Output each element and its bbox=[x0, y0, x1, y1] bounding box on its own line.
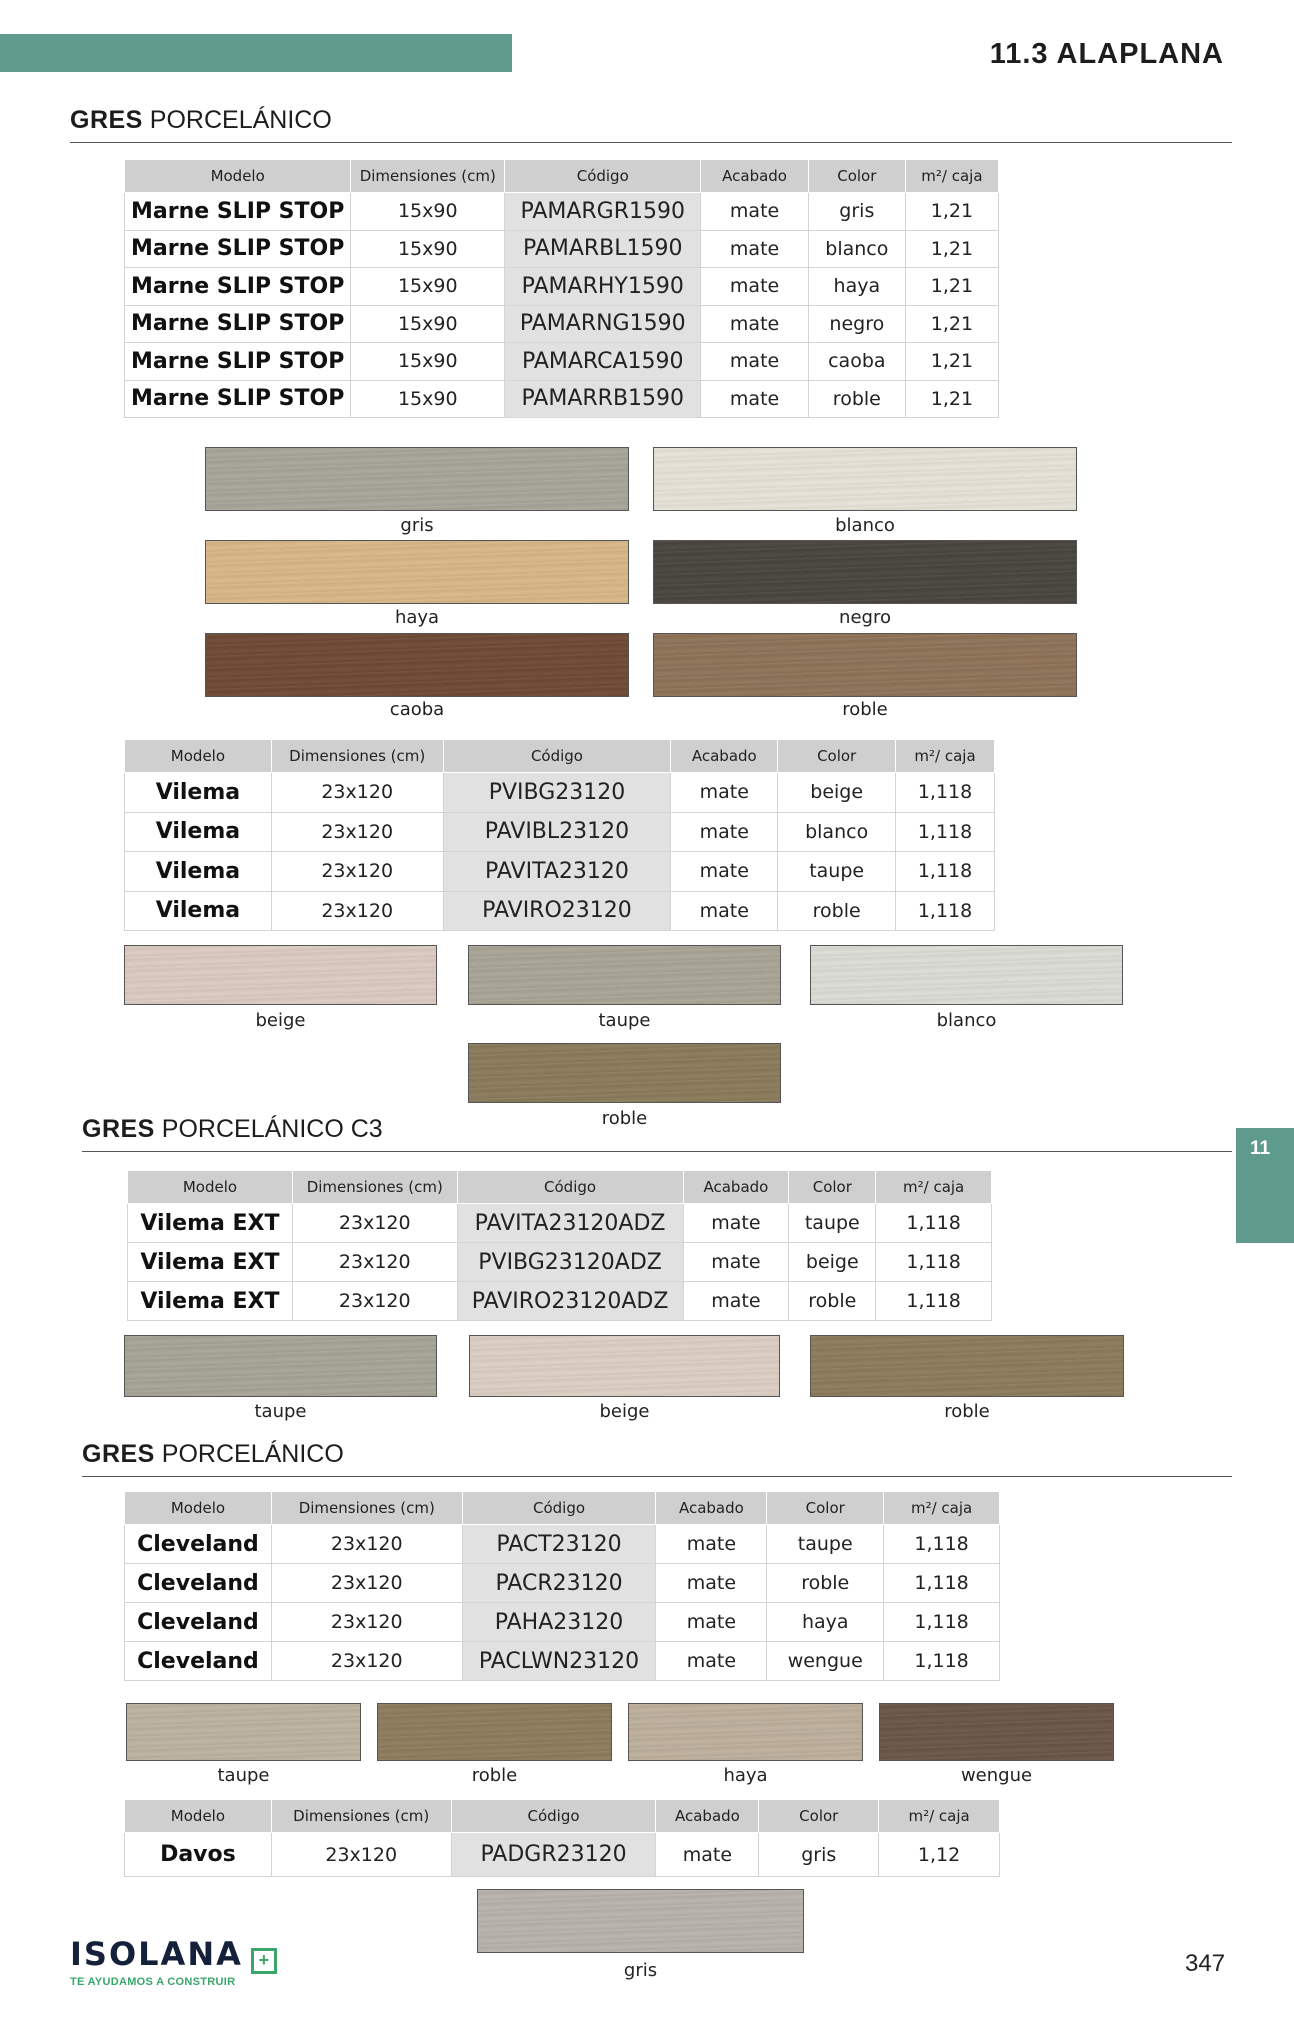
marne-table bbox=[124, 159, 999, 418]
cell-finish: mate bbox=[671, 773, 778, 813]
swatch-vilema-1 bbox=[468, 945, 781, 1005]
cell-m2: 1,118 bbox=[896, 852, 995, 892]
table-row bbox=[125, 305, 999, 343]
table-row bbox=[128, 1282, 992, 1321]
table-row bbox=[125, 1603, 1000, 1642]
swatch-label: roble bbox=[842, 699, 888, 720]
cell-finish: mate bbox=[671, 891, 778, 931]
cell-model: Marne SLIP STOP bbox=[125, 230, 351, 268]
swatch-vilema-ext-0 bbox=[124, 1335, 437, 1397]
column-header-color: Color bbox=[759, 1800, 879, 1833]
swatch-marne-2 bbox=[205, 540, 629, 604]
column-header-model: Modelo bbox=[125, 740, 272, 773]
cell-dim: 23x120 bbox=[292, 1282, 457, 1321]
table-header-row bbox=[125, 740, 995, 773]
swatch-label: gris bbox=[400, 515, 434, 536]
swatch-label: gris bbox=[623, 1960, 658, 1981]
cell-finish: mate bbox=[701, 343, 809, 381]
header-accent-bar bbox=[0, 34, 512, 72]
cell-code: PACR23120 bbox=[462, 1564, 656, 1603]
cell-dim: 15x90 bbox=[351, 380, 505, 418]
cell-color: negro bbox=[808, 305, 905, 343]
swatch-vilema-2 bbox=[810, 945, 1123, 1005]
cell-color: wengue bbox=[767, 1642, 884, 1681]
column-header-dim: Dimensiones (cm) bbox=[271, 740, 443, 773]
section-title-bold: GRES bbox=[70, 106, 143, 134]
cell-m2: 1,21 bbox=[905, 193, 998, 231]
column-header-dim: Dimensiones (cm) bbox=[351, 160, 505, 193]
logo-name: ISOLANA bbox=[70, 1935, 243, 1973]
cell-color: roble bbox=[808, 380, 905, 418]
swatch-label: beige bbox=[599, 1401, 650, 1422]
cell-color: roble bbox=[767, 1564, 884, 1603]
table-row bbox=[125, 812, 995, 852]
swatch-label: roble bbox=[601, 1108, 648, 1129]
cell-code: PAMARRB1590 bbox=[505, 380, 701, 418]
cell-code: PAVIRO23120 bbox=[443, 891, 671, 931]
cell-code: PVIBG23120ADZ bbox=[457, 1243, 683, 1282]
section-divider bbox=[82, 1476, 1232, 1477]
cell-dim: 23x120 bbox=[271, 812, 443, 852]
cell-dim: 23x120 bbox=[292, 1243, 457, 1282]
cell-model: Marne SLIP STOP bbox=[125, 305, 351, 343]
section-title-bold: GRES bbox=[82, 1115, 155, 1143]
cell-model: Marne SLIP STOP bbox=[125, 193, 351, 231]
section-title-gres-porcelanico bbox=[82, 1440, 344, 1469]
section-divider bbox=[70, 142, 1232, 143]
cell-m2: 1,118 bbox=[876, 1243, 992, 1282]
cell-dim: 23x120 bbox=[271, 1603, 462, 1642]
column-header-dim: Dimensiones (cm) bbox=[292, 1171, 457, 1204]
column-header-m2: m²/ caja bbox=[876, 1171, 992, 1204]
cell-code: PAMARBL1590 bbox=[505, 230, 701, 268]
cell-m2: 1,21 bbox=[905, 230, 998, 268]
isolana-logo bbox=[70, 1935, 277, 1988]
cell-code: PAMARNG1590 bbox=[505, 305, 701, 343]
cell-m2: 1,12 bbox=[879, 1833, 1000, 1877]
table-row bbox=[125, 852, 995, 892]
cell-model: Cleveland bbox=[125, 1642, 272, 1681]
cell-dim: 15x90 bbox=[351, 193, 505, 231]
table-header-row bbox=[125, 1492, 1000, 1525]
cell-code: PAMARGR1590 bbox=[505, 193, 701, 231]
table-row bbox=[125, 1525, 1000, 1564]
cell-model: Vilema EXT bbox=[128, 1243, 293, 1282]
cell-code: PAHA23120 bbox=[462, 1603, 656, 1642]
cell-model: Vilema bbox=[125, 812, 272, 852]
cell-finish: mate bbox=[701, 305, 809, 343]
cell-m2: 1,118 bbox=[896, 812, 995, 852]
swatch-cleveland-3 bbox=[879, 1703, 1114, 1761]
swatch-marne-5 bbox=[653, 633, 1077, 697]
cell-color: caoba bbox=[808, 343, 905, 381]
swatch-vilema-0 bbox=[124, 945, 437, 1005]
cell-finish: mate bbox=[656, 1642, 767, 1681]
cell-dim: 15x90 bbox=[351, 343, 505, 381]
column-header-finish: Acabado bbox=[656, 1800, 759, 1833]
table-row bbox=[125, 230, 999, 268]
cell-model: Marne SLIP STOP bbox=[125, 380, 351, 418]
swatch-cleveland-1 bbox=[377, 1703, 612, 1761]
cell-dim: 23x120 bbox=[271, 1564, 462, 1603]
cell-dim: 23x120 bbox=[271, 1642, 462, 1681]
table-header-row bbox=[128, 1171, 992, 1204]
cell-finish: mate bbox=[683, 1204, 789, 1243]
swatch-cleveland-0 bbox=[126, 1703, 361, 1761]
cell-color: haya bbox=[808, 268, 905, 306]
column-header-finish: Acabado bbox=[683, 1171, 789, 1204]
cell-finish: mate bbox=[701, 380, 809, 418]
column-header-m2: m²/ caja bbox=[896, 740, 995, 773]
swatch-label: negro bbox=[839, 607, 891, 628]
cell-color: blanco bbox=[808, 230, 905, 268]
cell-code: PAMARCA1590 bbox=[505, 343, 701, 381]
section-divider bbox=[82, 1151, 1232, 1152]
cell-model: Vilema EXT bbox=[128, 1204, 293, 1243]
cell-model: Vilema bbox=[125, 852, 272, 892]
cell-m2: 1,21 bbox=[905, 343, 998, 381]
swatch-label: roble bbox=[471, 1765, 518, 1786]
cell-m2: 1,21 bbox=[905, 268, 998, 306]
chapter-title: 11.3 ALAPLANA bbox=[989, 38, 1224, 70]
column-header-code: Código bbox=[451, 1800, 656, 1833]
cleveland-table bbox=[124, 1491, 1000, 1681]
cell-model: Cleveland bbox=[125, 1525, 272, 1564]
table-row bbox=[125, 1564, 1000, 1603]
cell-code: PVIBG23120 bbox=[443, 773, 671, 813]
swatch-marne-1 bbox=[653, 447, 1077, 511]
cell-color: blanco bbox=[778, 812, 896, 852]
column-header-model: Modelo bbox=[125, 160, 351, 193]
cell-code: PAVIRO23120ADZ bbox=[457, 1282, 683, 1321]
cell-model: Cleveland bbox=[125, 1564, 272, 1603]
cell-dim: 23x120 bbox=[271, 773, 443, 813]
logo-plus-icon: + bbox=[251, 1948, 277, 1974]
column-header-model: Modelo bbox=[125, 1492, 272, 1525]
cell-m2: 1,118 bbox=[896, 773, 995, 813]
cell-finish: mate bbox=[656, 1833, 759, 1877]
section-title-rest: PORCELÁNICO bbox=[154, 1440, 344, 1468]
table-row bbox=[125, 268, 999, 306]
column-header-finish: Acabado bbox=[671, 740, 778, 773]
cell-dim: 23x120 bbox=[271, 891, 443, 931]
cell-code: PADGR23120 bbox=[451, 1833, 656, 1877]
swatch-label: blanco bbox=[936, 1010, 997, 1031]
cell-dim: 23x120 bbox=[292, 1204, 457, 1243]
cell-color: beige bbox=[778, 773, 896, 813]
column-header-model: Modelo bbox=[128, 1171, 293, 1204]
swatch-label: beige bbox=[255, 1010, 306, 1031]
cell-m2: 1,21 bbox=[905, 305, 998, 343]
column-header-color: Color bbox=[778, 740, 896, 773]
column-header-finish: Acabado bbox=[656, 1492, 767, 1525]
column-header-model: Modelo bbox=[125, 1800, 272, 1833]
swatch-label: blanco bbox=[835, 515, 895, 536]
cell-m2: 1,118 bbox=[884, 1564, 1000, 1603]
vilema-table bbox=[124, 739, 995, 931]
section-title-bold: GRES bbox=[82, 1440, 155, 1468]
cell-code: PAVITA23120 bbox=[443, 852, 671, 892]
cell-code: PAVIBL23120 bbox=[443, 812, 671, 852]
logo-tagline: TE AYUDAMOS A CONSTRUIR bbox=[70, 1975, 236, 1988]
column-header-code: Código bbox=[457, 1171, 683, 1204]
cell-code: PAVITA23120ADZ bbox=[457, 1204, 683, 1243]
cell-model: Marne SLIP STOP bbox=[125, 343, 351, 381]
swatch-label: wengue bbox=[960, 1765, 1033, 1786]
cell-color: taupe bbox=[767, 1525, 884, 1564]
swatch-cleveland-2 bbox=[628, 1703, 863, 1761]
cell-dim: 15x90 bbox=[351, 268, 505, 306]
cell-m2: 1,118 bbox=[884, 1525, 1000, 1564]
cell-color: taupe bbox=[789, 1204, 876, 1243]
cell-model: Vilema bbox=[125, 773, 272, 813]
cell-model: Marne SLIP STOP bbox=[125, 268, 351, 306]
swatch-vilema-3 bbox=[468, 1043, 781, 1103]
cell-finish: mate bbox=[701, 268, 809, 306]
cell-code: PAMARHY1590 bbox=[505, 268, 701, 306]
column-header-m2: m²/ caja bbox=[884, 1492, 1000, 1525]
column-header-m2: m²/ caja bbox=[905, 160, 998, 193]
cell-dim: 23x120 bbox=[271, 852, 443, 892]
column-header-dim: Dimensiones (cm) bbox=[271, 1800, 451, 1833]
table-row bbox=[125, 380, 999, 418]
column-header-color: Color bbox=[767, 1492, 884, 1525]
page-number: 347 bbox=[1185, 1950, 1226, 1977]
swatch-label: taupe bbox=[217, 1765, 270, 1786]
column-header-m2: m²/ caja bbox=[879, 1800, 1000, 1833]
swatch-label: taupe bbox=[254, 1401, 307, 1422]
section-title-rest: PORCELÁNICO bbox=[142, 106, 332, 134]
davos-table bbox=[124, 1799, 1000, 1877]
cell-dim: 15x90 bbox=[351, 305, 505, 343]
cell-code: PACLWN23120 bbox=[462, 1642, 656, 1681]
table-row bbox=[125, 773, 995, 813]
cell-color: taupe bbox=[778, 852, 896, 892]
column-header-code: Código bbox=[443, 740, 671, 773]
cell-model: Davos bbox=[125, 1833, 272, 1877]
swatch-vilema-ext-2 bbox=[810, 1335, 1124, 1397]
swatch-label: haya bbox=[723, 1765, 768, 1786]
cell-finish: mate bbox=[671, 852, 778, 892]
cell-color: roble bbox=[789, 1282, 876, 1321]
cell-finish: mate bbox=[683, 1243, 789, 1282]
column-header-code: Código bbox=[462, 1492, 656, 1525]
cell-finish: mate bbox=[701, 230, 809, 268]
swatch-vilema-ext-1 bbox=[469, 1335, 780, 1397]
cell-m2: 1,118 bbox=[884, 1603, 1000, 1642]
table-row bbox=[125, 1642, 1000, 1681]
cell-finish: mate bbox=[656, 1525, 767, 1564]
table-row bbox=[125, 343, 999, 381]
cell-m2: 1,21 bbox=[905, 380, 998, 418]
cell-finish: mate bbox=[683, 1282, 789, 1321]
cell-color: beige bbox=[789, 1243, 876, 1282]
column-header-color: Color bbox=[808, 160, 905, 193]
cell-finish: mate bbox=[701, 193, 809, 231]
swatch-label: taupe bbox=[598, 1010, 651, 1031]
cell-color: gris bbox=[808, 193, 905, 231]
column-header-color: Color bbox=[789, 1171, 876, 1204]
cell-dim: 23x120 bbox=[271, 1525, 462, 1564]
table-row bbox=[125, 193, 999, 231]
cell-finish: mate bbox=[656, 1564, 767, 1603]
cell-model: Cleveland bbox=[125, 1603, 272, 1642]
swatch-label: haya bbox=[394, 607, 440, 628]
table-row bbox=[128, 1204, 992, 1243]
swatch-davos-0 bbox=[477, 1889, 804, 1953]
swatch-marne-4 bbox=[205, 633, 629, 697]
swatch-marne-0 bbox=[205, 447, 629, 511]
section-title-gres-porcelanico-c3 bbox=[82, 1115, 383, 1144]
table-header-row bbox=[125, 1800, 1000, 1833]
table-row bbox=[128, 1243, 992, 1282]
cell-m2: 1,118 bbox=[876, 1282, 992, 1321]
cell-finish: mate bbox=[671, 812, 778, 852]
cell-code: PACT23120 bbox=[462, 1525, 656, 1564]
cell-finish: mate bbox=[656, 1603, 767, 1642]
cell-m2: 1,118 bbox=[876, 1204, 992, 1243]
section-title-gres-porcelanico bbox=[70, 106, 332, 135]
cell-m2: 1,118 bbox=[896, 891, 995, 931]
cell-dim: 15x90 bbox=[351, 230, 505, 268]
vilema-ext-table bbox=[127, 1170, 992, 1321]
cell-dim: 23x120 bbox=[271, 1833, 451, 1877]
table-row bbox=[125, 1833, 1000, 1877]
swatch-label: caoba bbox=[389, 699, 445, 720]
cell-color: haya bbox=[767, 1603, 884, 1642]
swatch-label: roble bbox=[944, 1401, 990, 1422]
table-header-row bbox=[125, 160, 999, 193]
swatch-marne-3 bbox=[653, 540, 1077, 604]
cell-color: gris bbox=[759, 1833, 879, 1877]
cell-model: Vilema bbox=[125, 891, 272, 931]
chapter-tab: 11 bbox=[1236, 1128, 1294, 1243]
cell-color: roble bbox=[778, 891, 896, 931]
column-header-code: Código bbox=[505, 160, 701, 193]
table-row bbox=[125, 891, 995, 931]
column-header-finish: Acabado bbox=[701, 160, 809, 193]
section-title-rest: PORCELÁNICO C3 bbox=[154, 1115, 383, 1143]
cell-model: Vilema EXT bbox=[128, 1282, 293, 1321]
column-header-dim: Dimensiones (cm) bbox=[271, 1492, 462, 1525]
cell-m2: 1,118 bbox=[884, 1642, 1000, 1681]
